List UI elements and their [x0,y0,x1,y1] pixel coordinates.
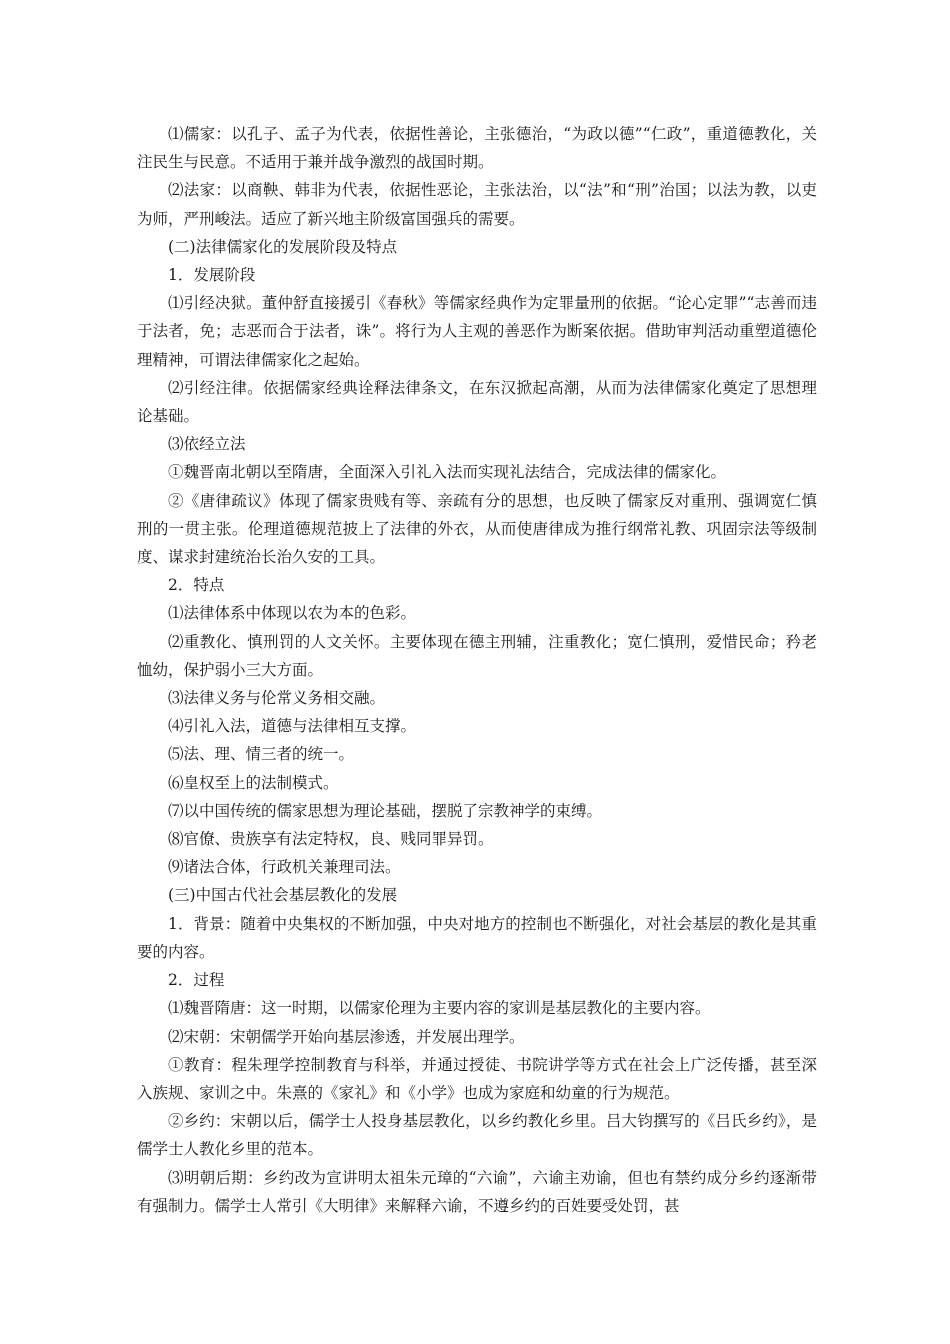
paragraph: ⑴引经决狱。董仲舒直接援引《春秋》等儒家经典作为定罪量刑的依据。“论心定罪”“志善而违于法者，免；志恶而合于法者，诛”。将行为人主观的善恶作为断案依据。借助审判活动重塑道德伦理精神，可谓法律儒家化之起始。 [137,294,817,369]
paragraph: ①教育：程朱理学控制教育与科举，并通过授徒、书院讲学等方式在社会上广泛传播，甚至深入族规、家训之中。朱熹的《家礼》和《小学》也成为家庭和幼童的行为规范。 [137,1055,817,1102]
subsection-heading: 1．发展阶段 [168,266,256,285]
list-item: ⑻官僚、贵族享有法定特权，良、贱同罪异罚。 [168,830,494,849]
list-item: ⑵重教化、慎刑罚的人文关怀。主要体现在德主刑辅，注重教化；宽仁慎刑，爱惜民命；矜老恤幼，保护弱小三大方面。 [137,632,817,679]
paragraph: ⑴儒家：以孔子、孟子为代表，依据性善论，主张德治，“为政以德”“仁政”，重道德教化，关注民生与民意。不适用于兼并战争激烈的战国时期。 [137,125,817,172]
paragraph: ⑵法家：以商鞅、韩非为代表，依据性恶论，主张法治，以“法”和“刑”治国；以法为教，以吏为师，严刑峻法。适应了新兴地主阶级富国强兵的需要。 [137,181,817,228]
paragraph: ⑴魏晋隋唐：这一时期，以儒家伦理为主要内容的家训是基层教化的主要内容。 [168,999,711,1018]
list-item: ⑹皇权至上的法制模式。 [168,773,339,792]
paragraph: ②《唐律疏议》体现了儒家贵贱有等、亲疏有分的思想，也反映了儒家反对重刑、强调宽仁慎刑的一贯主张。伦理道德规范披上了法律的外衣，从而使唐律成为推行纲常礼教、巩固宗法等级制度、谋求封建统治长治久安的工具。 [137,491,817,567]
list-item: ⑺以中国传统的儒家思想为理论基础，摆脱了宗教神学的束缚。 [168,801,603,820]
section-heading: (三)中国古代社会基层教化的发展 [168,886,398,905]
paragraph: ②乡约：宋朝以后，儒学士人投身基层教化，以乡约教化乡里。吕大钧撰写的《吕氏乡约》，是儒学士人教化乡里的范本。 [137,1112,817,1159]
list-item: ⑴法律体系中体现以农为本的色彩。 [168,604,417,623]
paragraph: ①魏晋南北朝以至隋唐，全面深入引礼入法而实现礼法结合，完成法律的儒家化。 [168,463,727,482]
paragraph: ⑵引经注律。依据儒家经典诠释法律条文，在东汉掀起高潮，从而为法律儒家化奠定了思想理论基础。 [137,378,817,426]
list-item: ⑷引礼入法，道德与法律相互支撑。 [168,717,417,736]
paragraph: ⑶明朝后期：乡约改为宣讲明太祖朱元璋的“六谕”，六谕主劝谕，但也有禁约成分乡约逐渐带有强制力。儒学士人常引《大明律》来解释六谕，不遵乡约的百姓要受处罚，甚 [137,1168,817,1215]
section-heading: (二)法律儒家化的发展阶段及特点 [168,237,398,256]
list-item: ⑸法、理、情三者的统一。 [168,745,355,764]
paragraph: 1．背景：随着中央集权的不断加强，中央对地方的控制也不断强化，对社会基层的教化是其重要的内容。 [137,914,817,961]
subsection-heading: 2．特点 [168,576,225,595]
document-body [137,120,817,1220]
subsection-heading: 2．过程 [168,971,225,990]
list-item: ⑼诸法合体，行政机关兼理司法。 [168,858,401,877]
paragraph: ⑶依经立法 [168,435,246,454]
paragraph: ⑵宋朝：宋朝儒学开始向基层渗透，并发展出理学。 [168,1027,525,1046]
list-item: ⑶法律义务与伦常义务相交融。 [168,689,386,708]
